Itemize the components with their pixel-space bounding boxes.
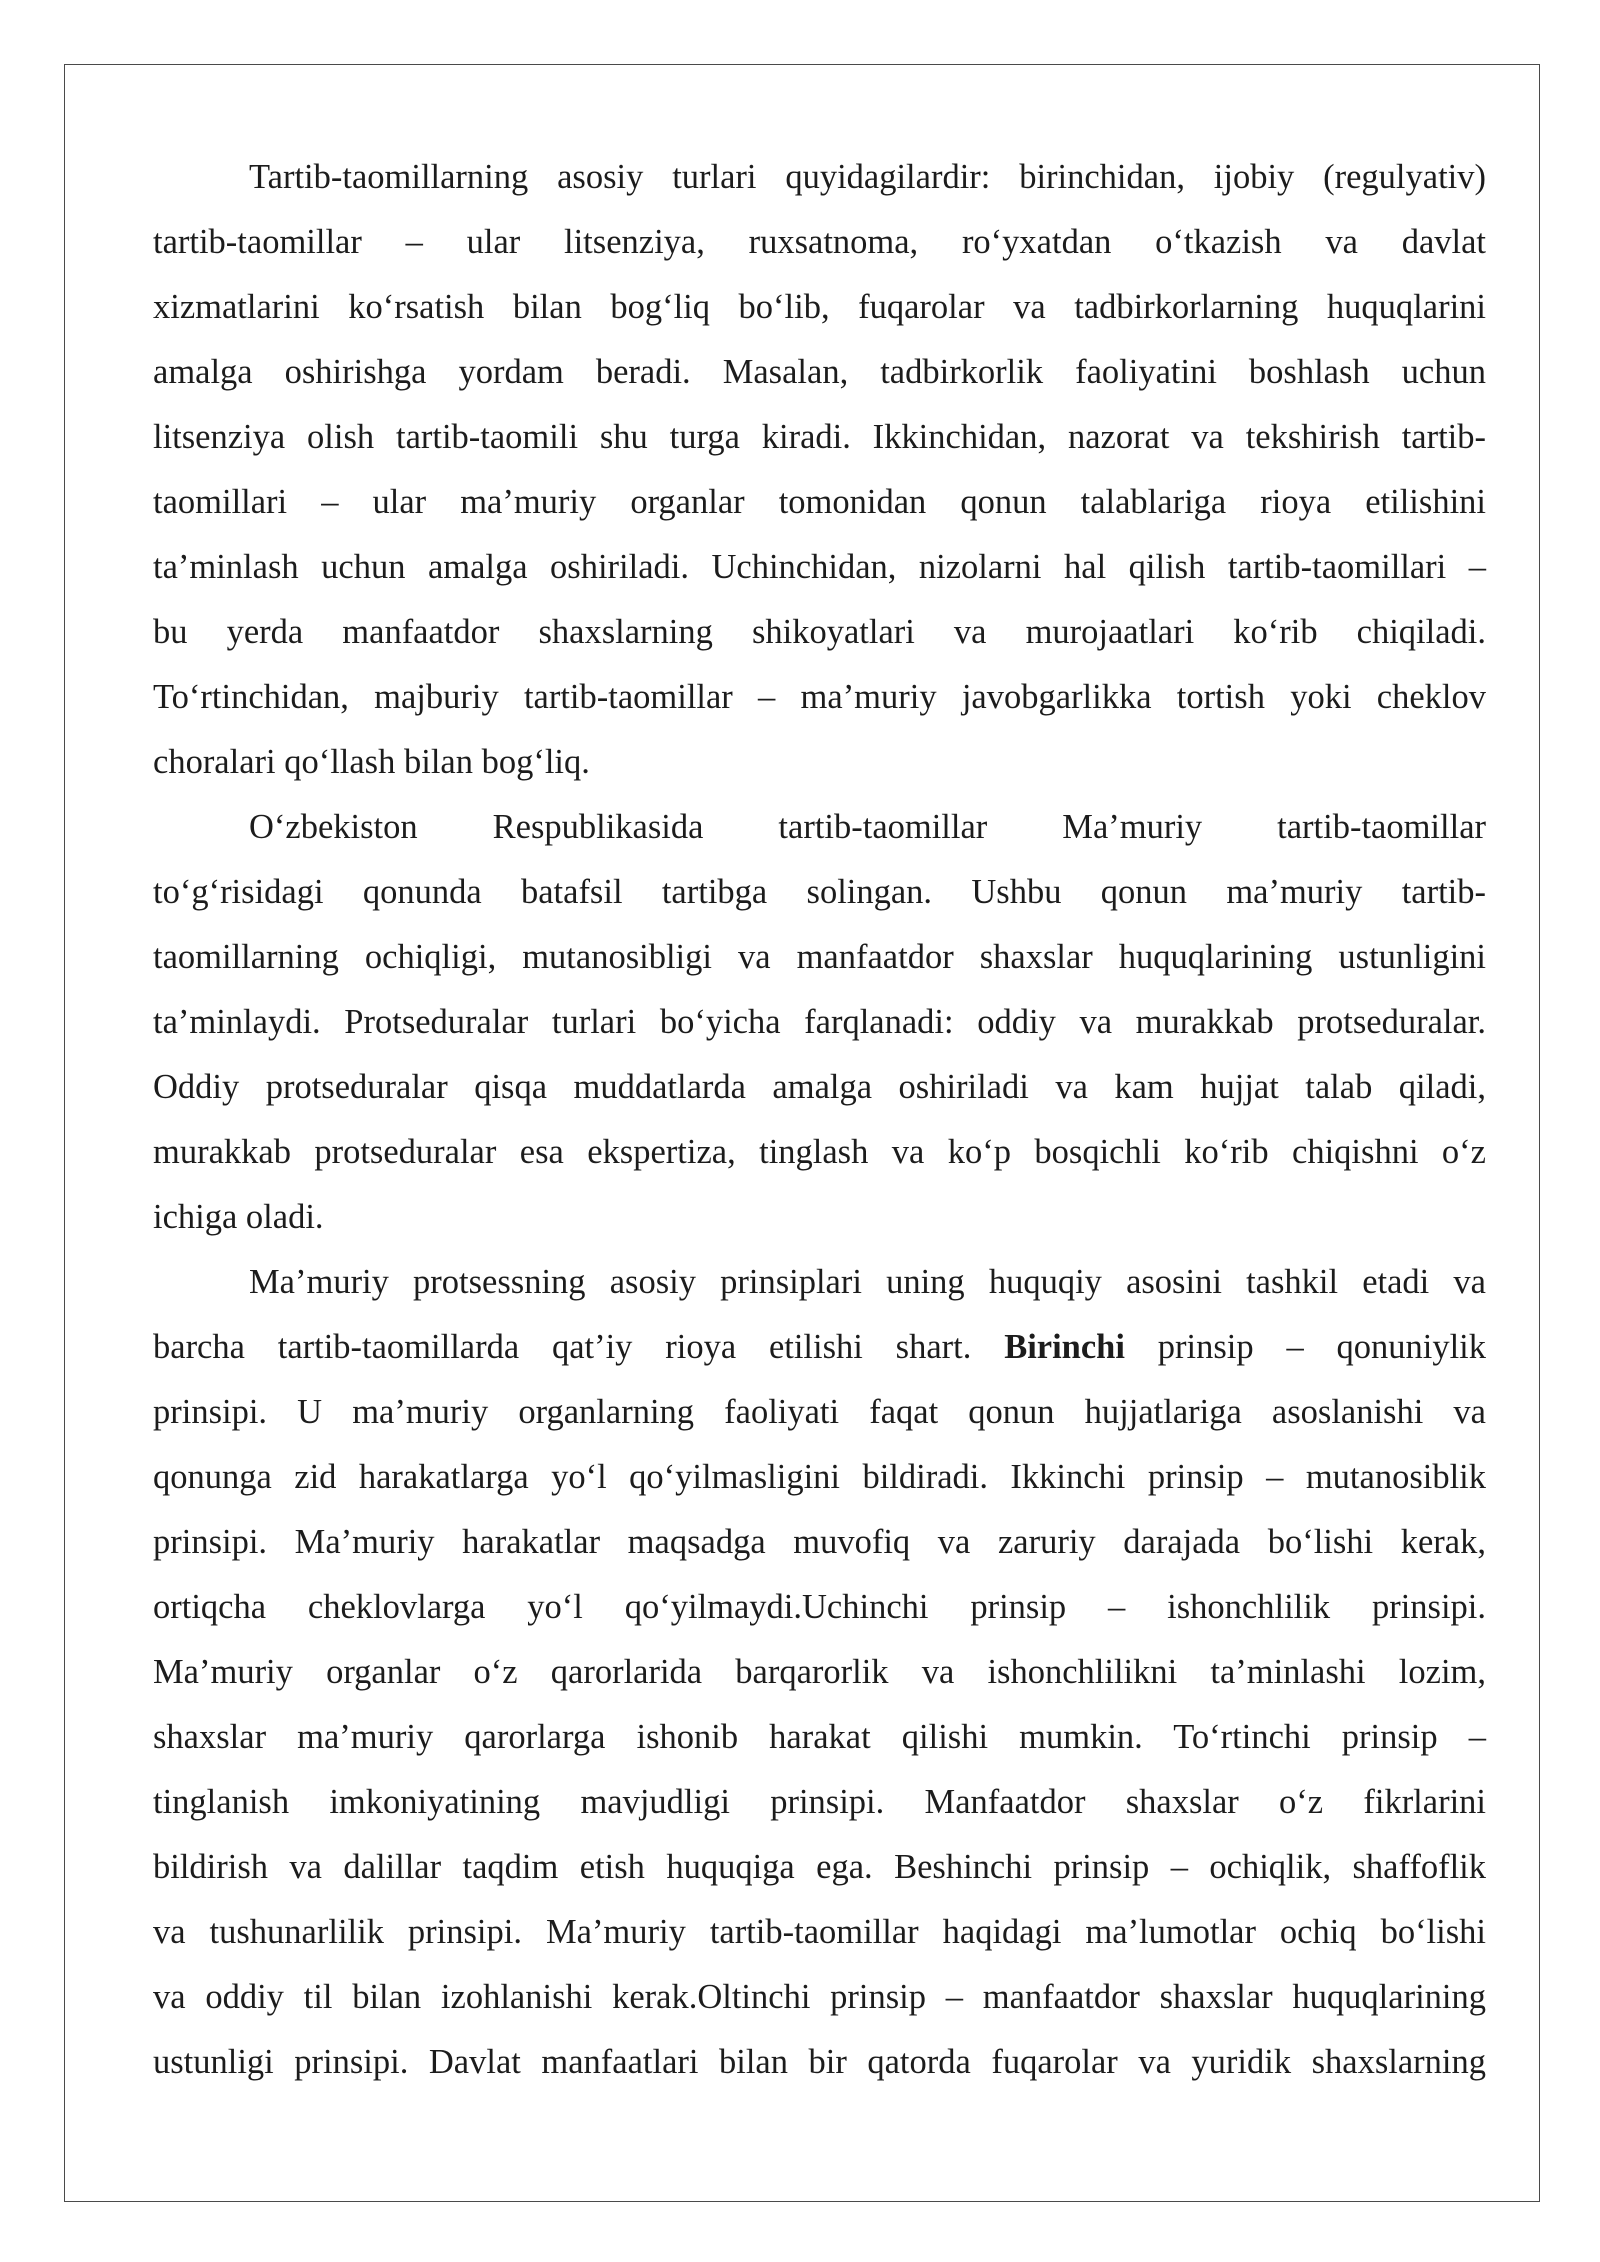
text-line: shaxslar ma’muriy qarorlarga ishonib harakat qilishi mumkin. To‘rtinchi prinsip – xyxy=(153,1718,1486,1756)
text-line: Oddiy protseduralar qisqa muddatlarda amalga oshiriladi va kam hujjat talab qiladi, xyxy=(153,1068,1486,1106)
text-line: Tartib-taomillarning asosiy turlari quyidagilardir: birinchidan, ijobiy (regulyativ) xyxy=(249,158,1486,196)
text-line: bu yerda manfaatdor shaxslarning shikoyatlari va murojaatlari ko‘rib chiqiladi. xyxy=(153,613,1486,651)
text-line: bildirish va dalillar taqdim etish huquqiga ega. Beshinchi prinsip – ochiqlik, shaffoflik xyxy=(153,1848,1486,1886)
text-line: Ma’muriy organlar o‘z qarorlarida barqarorlik va ishonchlilikni ta’minlashi lozim, xyxy=(153,1653,1486,1691)
text-line: O‘zbekiston Respublikasida tartib-taomillar Ma’muriy tartib-taomillar xyxy=(249,808,1486,846)
paragraph-2 xyxy=(153,795,1486,1250)
text-line: choralari qo‘llash bilan bog‘liq. xyxy=(153,743,590,781)
text-line: To‘rtinchidan, majburiy tartib-taomillar – ma’muriy javobgarlikka tortish yoki cheklov xyxy=(153,678,1486,716)
text-line: murakkab protseduralar esa ekspertiza, tinglash va ko‘p bosqichli ko‘rib chiqishni o‘z xyxy=(153,1133,1486,1171)
text-line: ta’minlash uchun amalga oshiriladi. Uchinchidan, nizolarni hal qilish tartib-taomillari – xyxy=(153,548,1486,586)
bold-term: Birinchi xyxy=(1004,1328,1125,1366)
text-line: taomillarning ochiqligi, mutanosibligi va manfaatdor shaxslar huquqlarining ustunligini xyxy=(153,938,1486,976)
text-segment: barcha tartib-taomillarda qat’iy rioya etilishi shart. xyxy=(153,1328,972,1366)
text-line: ta’minlaydi. Protseduralar turlari bo‘yicha farqlanadi: oddiy va murakkab protseduralar. xyxy=(153,1003,1486,1041)
text-line xyxy=(153,1315,1486,1380)
text-line: tartib-taomillar – ular litsenziya, ruxsatnoma, ro‘yxatdan o‘tkazish va davlat xyxy=(153,223,1486,261)
paragraph-3 xyxy=(153,1250,1486,2095)
text-line: ustunligi prinsipi. Davlat manfaatlari bilan bir qatorda fuqarolar va yuridik shaxslarning xyxy=(153,2043,1486,2081)
text-line: xizmatlarini ko‘rsatish bilan bog‘liq bo‘lib, fuqarolar va tadbirkorlarning huquqlarini xyxy=(153,288,1486,326)
text-line: Ma’muriy protsessning asosiy prinsiplari uning huquqiy asosini tashkil etadi va xyxy=(249,1263,1486,1301)
document-body xyxy=(153,145,1486,2095)
text-segment: prinsip – qonuniylik xyxy=(1157,1328,1487,1366)
text-line: taomillari – ular ma’muriy organlar tomonidan qonun talablariga rioya etilishini xyxy=(153,483,1486,521)
text-line: ortiqcha cheklovlarga yo‘l qo‘yilmaydi.Uchinchi prinsip – ishonchlilik prinsipi. xyxy=(153,1588,1486,1626)
paragraph-1 xyxy=(153,145,1486,795)
text-line: litsenziya olish tartib-taomili shu turga kiradi. Ikkinchidan, nazorat va tekshirish tartib- xyxy=(153,418,1486,456)
text-line: prinsipi. Ma’muriy harakatlar maqsadga muvofiq va zaruriy darajada bo‘lishi kerak, xyxy=(153,1523,1486,1561)
text-line: ichiga oladi. xyxy=(153,1198,324,1236)
text-line: va oddiy til bilan izohlanishi kerak.Oltinchi prinsip – manfaatdor shaxslar huquqlarining xyxy=(153,1978,1486,2016)
text-line: to‘g‘risidagi qonunda batafsil tartibga solingan. Ushbu qonun ma’muriy tartib- xyxy=(153,873,1486,911)
text-line: qonunga zid harakatlarga yo‘l qo‘yilmasligini bildiradi. Ikkinchi prinsip – mutanosiblik xyxy=(153,1458,1486,1496)
text-line: prinsipi. U ma’muriy organlarning faoliyati faqat qonun hujjatlariga asoslanishi va xyxy=(153,1393,1486,1431)
text-line: tinglanish imkoniyatining mavjudligi prinsipi. Manfaatdor shaxslar o‘z fikrlarini xyxy=(153,1783,1486,1821)
text-line: va tushunarlilik prinsipi. Ma’muriy tartib-taomillar haqidagi ma’lumotlar ochiq bo‘lishi xyxy=(153,1913,1486,1951)
text-line: amalga oshirishga yordam beradi. Masalan, tadbirkorlik faoliyatini boshlash uchun xyxy=(153,353,1486,391)
